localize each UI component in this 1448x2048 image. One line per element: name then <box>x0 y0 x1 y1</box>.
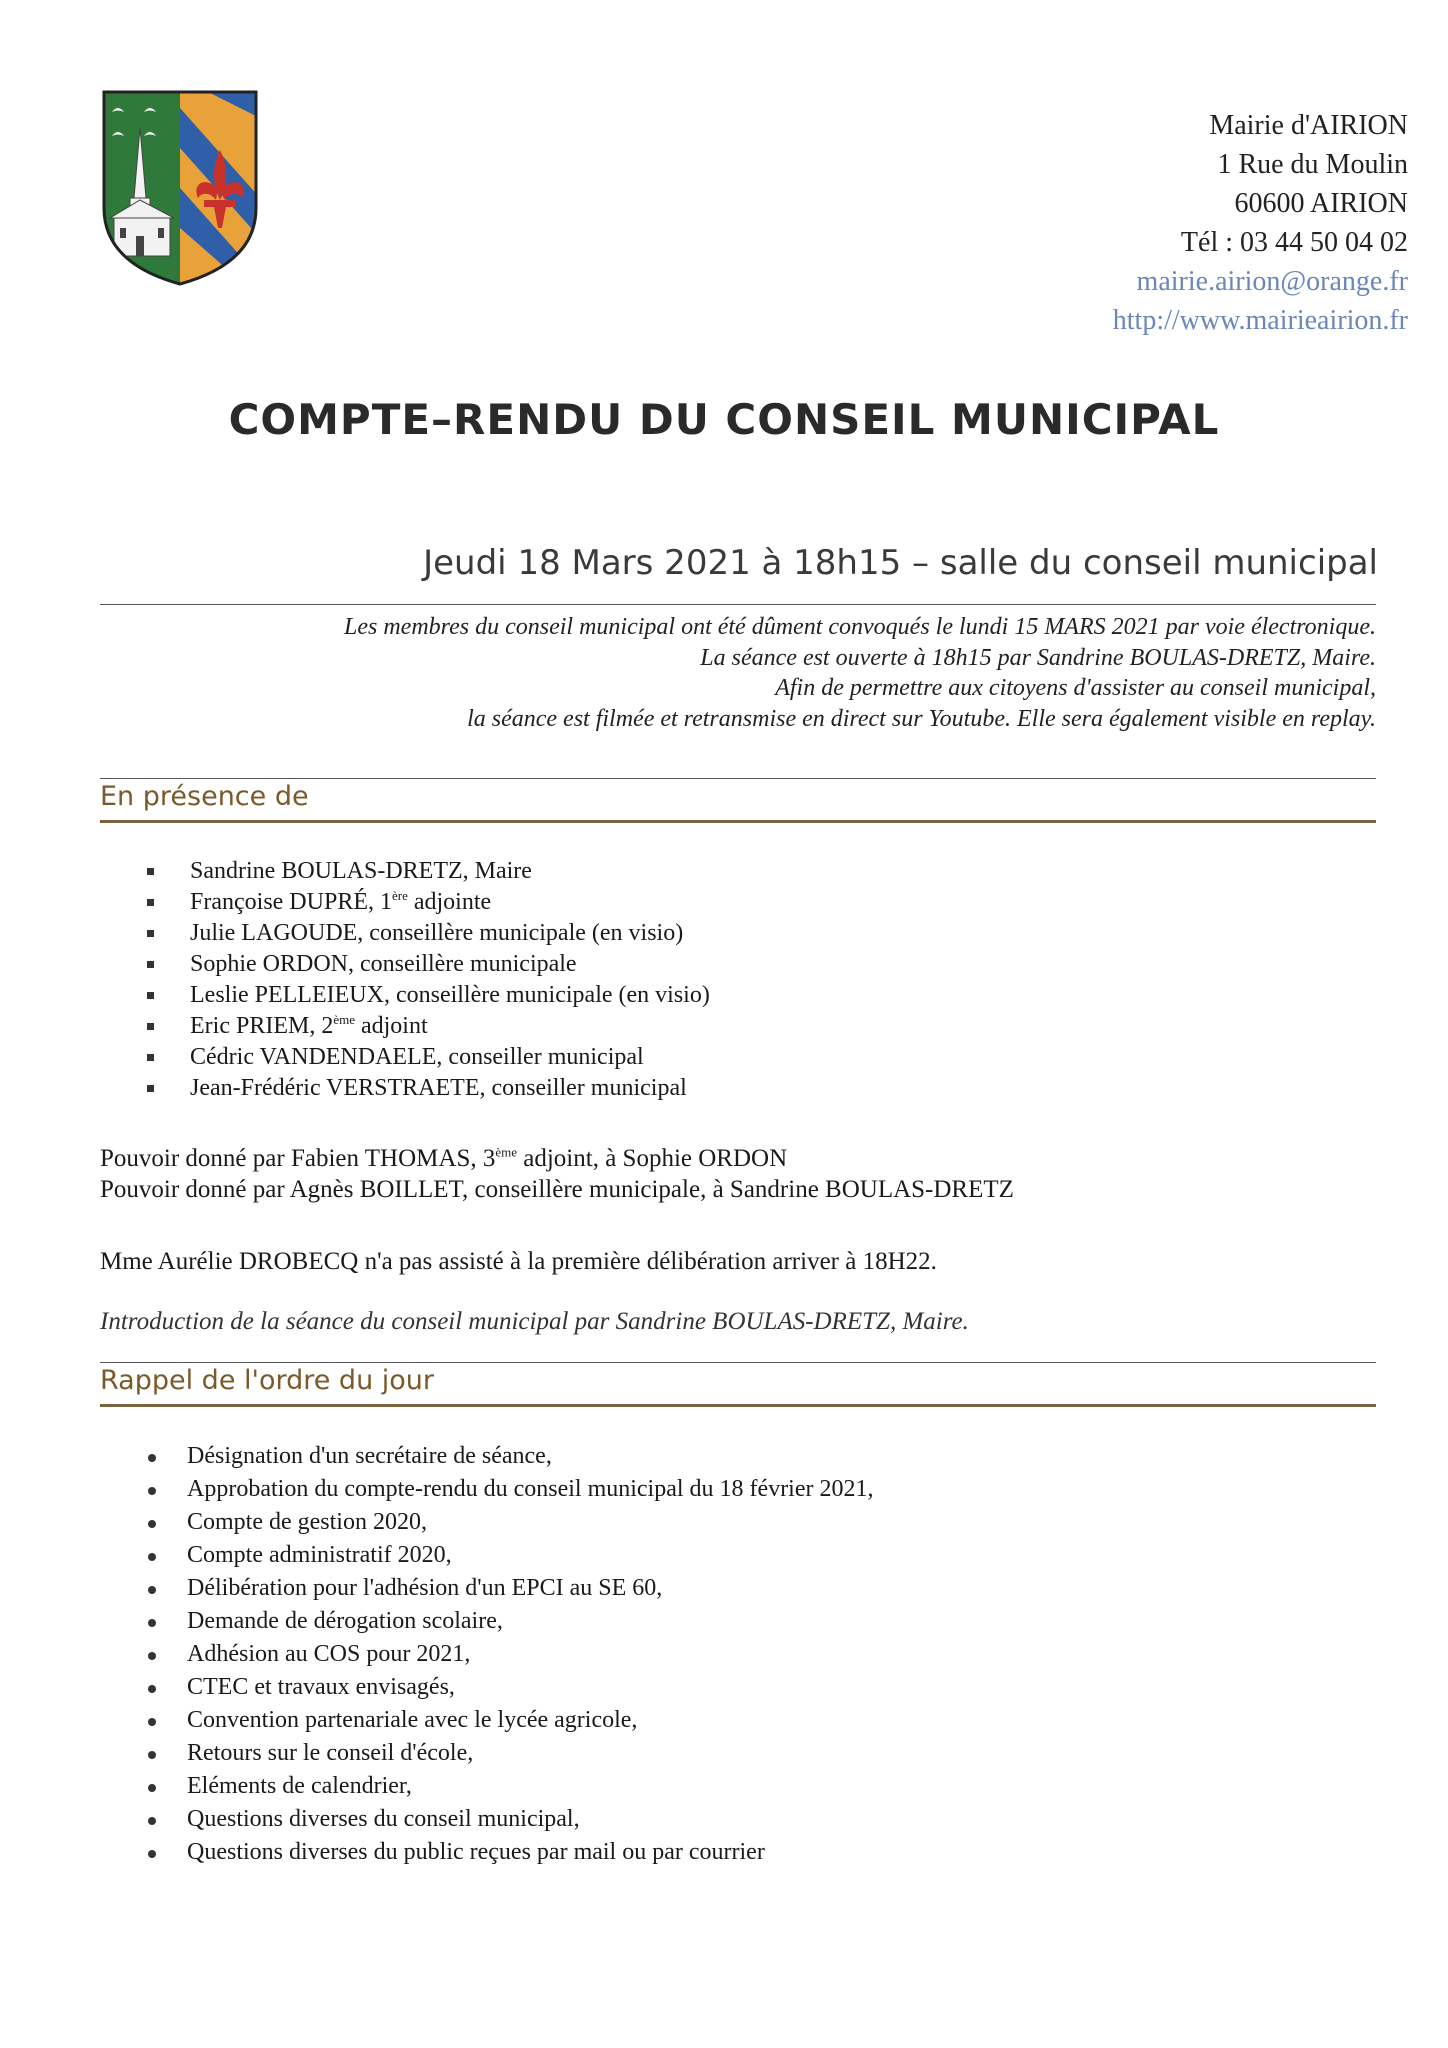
list-item: Compte de gestion 2020, <box>148 1506 874 1539</box>
list-item: Convention partenariale avec le lycée agricole, <box>148 1704 874 1737</box>
introduction-note: Introduction de la séance du conseil municipal par Sandrine BOULAS-DRETZ, Maire. <box>100 1308 969 1335</box>
page-title: COMPTE–RENDU DU CONSEIL MUNICIPAL <box>228 395 1220 444</box>
list-item: Approbation du compte-rendu du conseil municipal du 18 février 2021, <box>148 1473 874 1506</box>
section-heading-agenda: Rappel de l'ordre du jour <box>100 1365 434 1396</box>
intro-line: Les membres du conseil municipal ont été dûment convoqués le lundi 15 MARS 2021 par voie électronique. <box>344 614 1376 640</box>
list-item: Eléments de calendrier, <box>148 1770 874 1803</box>
members-list <box>147 856 710 1104</box>
intro-line: la séance est filmée et retransmise en direct sur Youtube. Elle sera également visible en replay. <box>467 705 1376 732</box>
divider <box>100 820 1376 823</box>
meeting-date: Jeudi 18 Mars 2021 à 18h15 – salle du conseil municipal <box>423 543 1378 583</box>
agenda-list <box>148 1440 874 1869</box>
coat-of-arms-logo <box>100 88 260 288</box>
divider <box>100 1362 1376 1363</box>
divider <box>100 604 1376 605</box>
address-line: Tél : 03 44 50 04 02 <box>1180 227 1408 258</box>
pouvoir-line: Pouvoir donné par Agnès BOILLET, conseillère municipale, à Sandrine BOULAS-DRETZ <box>100 1176 1014 1203</box>
intro-text <box>76 612 1376 734</box>
list-item: Sandrine BOULAS-DRETZ, Maire <box>147 856 710 887</box>
list-item: Eric PRIEM, 2ème adjoint <box>147 1011 710 1042</box>
list-item: CTEC et travaux envisagés, <box>148 1671 874 1704</box>
list-item: Adhésion au COS pour 2021, <box>148 1638 874 1671</box>
pouvoir-line: Pouvoir donné par Fabien THOMAS, 3ème adjoint, à Sophie ORDON <box>100 1144 788 1172</box>
list-item: Demande de dérogation scolaire, <box>148 1605 874 1638</box>
email-link[interactable]: mairie.airion@orange.fr <box>1136 266 1408 297</box>
list-item: Cédric VANDENDAELE, conseiller municipal <box>147 1042 710 1073</box>
list-item: Questions diverses du conseil municipal, <box>148 1803 874 1836</box>
website-link[interactable]: http://www.mairieairion.fr <box>1112 305 1408 336</box>
list-item: Retours sur le conseil d'école, <box>148 1737 874 1770</box>
list-item: Compte administratif 2020, <box>148 1539 874 1572</box>
list-item: Questions diverses du public reçues par mail ou par courrier <box>148 1836 874 1869</box>
intro-line: La séance est ouverte à 18h15 par Sandrine BOULAS-DRETZ, Maire. <box>700 644 1376 671</box>
list-item: Jean-Frédéric VERSTRAETE, conseiller municipal <box>147 1073 710 1104</box>
address-block <box>888 106 1408 340</box>
address-line: 60600 AIRION <box>1234 188 1408 219</box>
list-item: Julie LAGOUDE, conseillère municipale (en visio) <box>147 918 710 949</box>
pouvoir-block <box>100 1143 1014 1205</box>
list-item: Sophie ORDON, conseillère municipale <box>147 949 710 980</box>
list-item: Délibération pour l'adhésion d'un EPCI au SE 60, <box>148 1572 874 1605</box>
address-line: 1 Rue du Moulin <box>1217 149 1408 180</box>
divider <box>100 778 1376 779</box>
intro-line: Afin de permettre aux citoyens d'assister au conseil municipal, <box>775 675 1376 701</box>
divider <box>100 1404 1376 1407</box>
address-line: Mairie d'AIRION <box>1209 110 1408 141</box>
section-heading-presence: En présence de <box>100 781 309 812</box>
list-item: Françoise DUPRÉ, 1ère adjointe <box>147 887 710 918</box>
list-item: Désignation d'un secrétaire de séance, <box>148 1440 874 1473</box>
late-note: Mme Aurélie DROBECQ n'a pas assisté à la première délibération arriver à 18H22. <box>100 1248 937 1275</box>
list-item: Leslie PELLEIEUX, conseillère municipale (en visio) <box>147 980 710 1011</box>
